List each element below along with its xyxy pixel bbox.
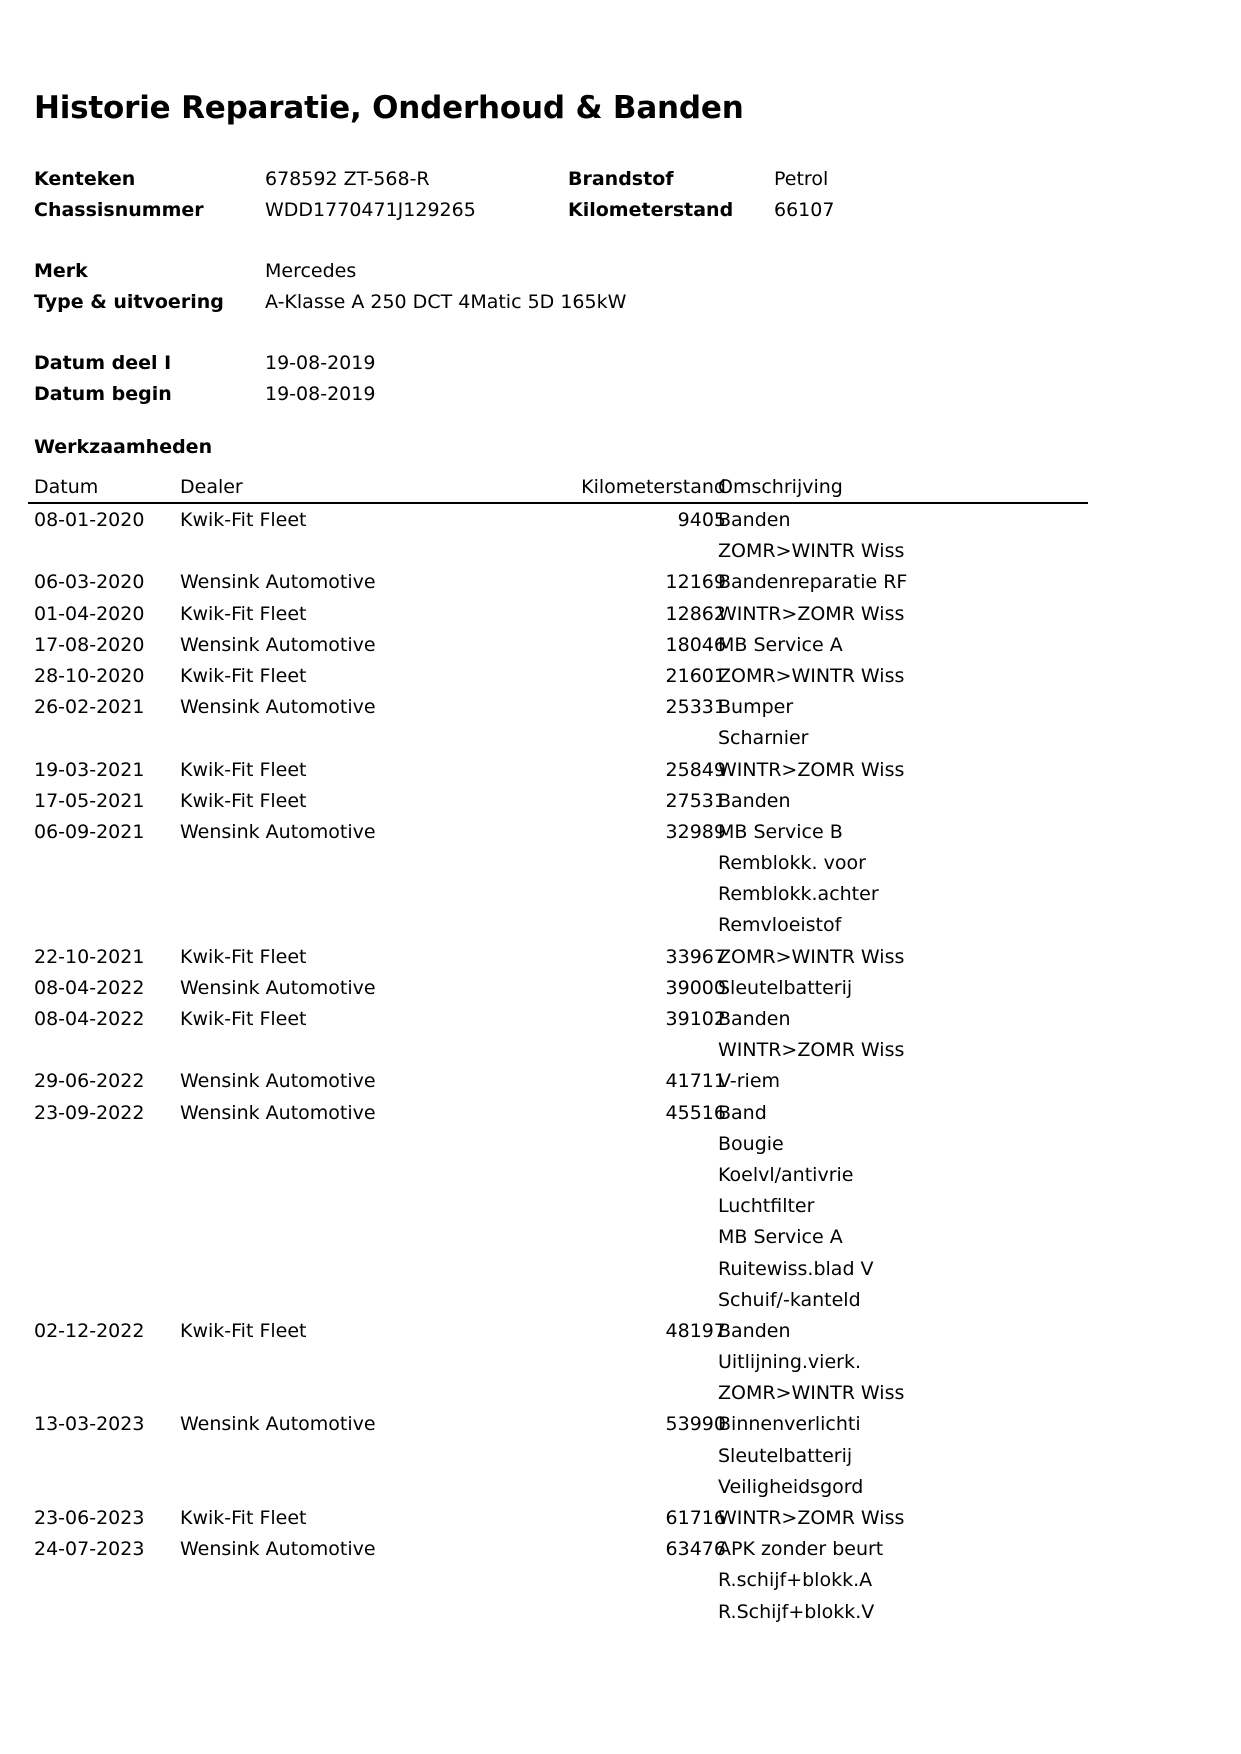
row-kilometerstand: 9405	[677, 509, 726, 531]
werkzaamheden-title: Werkzaamheden	[34, 436, 213, 458]
row-omschrijving: ZOMR>WINTR Wiss	[718, 664, 905, 687]
row-dealer: Kwik-Fit Fleet	[180, 789, 307, 812]
row-dealer: Wensink Automotive	[180, 820, 376, 843]
table-header	[28, 472, 1088, 504]
kenteken-value: 678592 ZT-568-R	[265, 168, 430, 190]
table-row-line	[28, 1066, 1088, 1097]
row-date: 02-12-2022	[34, 1319, 145, 1342]
row-kilometerstand: 18046	[665, 633, 726, 656]
row-omschrijving: R.Schijf+blokk.V	[718, 1600, 875, 1623]
row-omschrijving: Banden	[718, 1008, 791, 1030]
row-omschrijving: MB Service B	[718, 820, 843, 843]
row-kilometerstand: 63476	[665, 1538, 726, 1561]
row-omschrijving: ZOMR>WINTR Wiss	[718, 945, 905, 968]
row-dealer: Wensink Automotive	[180, 571, 376, 594]
row-omschrijving: Uitlijning.vierk.	[718, 1351, 862, 1374]
row-omschrijving: Banden	[718, 789, 791, 812]
row-date: 23-09-2022	[34, 1101, 145, 1124]
row-omschrijving: Remblokk. voor	[718, 852, 866, 875]
header-dealer: Dealer	[180, 476, 243, 498]
table-row-continuation	[28, 910, 1088, 941]
row-omschrijving: Bougie	[718, 1132, 784, 1155]
row-kilometerstand: 39102	[665, 1008, 726, 1030]
row-date: 08-04-2022	[34, 1008, 145, 1030]
table-row-continuation	[28, 1597, 1088, 1628]
row-kilometerstand: 27531	[665, 789, 726, 812]
table-row-continuation	[28, 723, 1088, 754]
chassis-label: Chassisnummer	[34, 199, 204, 221]
row-omschrijving: R.schijf+blokk.A	[718, 1569, 873, 1592]
row-omschrijving: APK zonder beurt	[718, 1538, 884, 1561]
row-dealer: Kwik-Fit Fleet	[180, 1507, 307, 1529]
table-row-continuation	[28, 1035, 1088, 1066]
table-row-line	[28, 1409, 1088, 1440]
table-row-continuation	[28, 1347, 1088, 1378]
table-row	[28, 692, 1088, 754]
table-body	[28, 504, 1088, 1628]
table-row-line	[28, 599, 1088, 630]
table-row-continuation	[28, 1565, 1088, 1596]
type-label: Type & uitvoering	[34, 291, 224, 313]
kilometerstand-value: 66107	[774, 199, 835, 221]
row-date: 22-10-2021	[34, 945, 145, 968]
table-row-continuation	[28, 1254, 1088, 1285]
row-dealer: Wensink Automotive	[180, 633, 376, 656]
row-dealer: Wensink Automotive	[180, 1538, 376, 1561]
row-date: 06-09-2021	[34, 820, 145, 843]
row-dealer: Kwik-Fit Fleet	[180, 1008, 307, 1030]
table-row-line	[28, 1004, 1088, 1035]
table-row	[28, 973, 1088, 1004]
merk-label: Merk	[34, 260, 88, 282]
table-row-continuation	[28, 1472, 1088, 1503]
row-omschrijving: MB Service A	[718, 1226, 843, 1249]
row-omschrijving: Remvloeistof	[718, 914, 842, 937]
row-omschrijving: Banden	[718, 1319, 791, 1342]
row-date: 19-03-2021	[34, 758, 145, 781]
row-date: 26-02-2021	[34, 696, 145, 719]
row-omschrijving: WINTR>ZOMR Wiss	[718, 758, 905, 781]
table-row-line	[28, 567, 1088, 598]
row-omschrijving: Luchtfilter	[718, 1195, 815, 1218]
row-omschrijving: Banden	[718, 509, 791, 531]
datum-deel-value: 19-08-2019	[265, 352, 376, 374]
row-date: 17-08-2020	[34, 633, 145, 656]
row-kilometerstand: 12169	[665, 571, 726, 594]
row-omschrijving: WINTR>ZOMR Wiss	[718, 1039, 905, 1062]
row-date: 17-05-2021	[34, 789, 145, 812]
datum-deel-label: Datum deel I	[34, 352, 172, 374]
table-row-continuation	[28, 1441, 1088, 1472]
row-kilometerstand: 12862	[665, 602, 726, 625]
table-row-line	[28, 1534, 1088, 1565]
row-dealer: Kwik-Fit Fleet	[180, 602, 307, 625]
datum-begin-value: 19-08-2019	[265, 383, 376, 405]
row-omschrijving: ZOMR>WINTR Wiss	[718, 540, 905, 563]
table-row	[28, 1534, 1088, 1628]
row-kilometerstand: 25331	[665, 696, 726, 719]
row-omschrijving: Bumper	[718, 696, 794, 719]
row-kilometerstand: 41711	[665, 1070, 726, 1093]
table-row	[28, 661, 1088, 692]
header-datum: Datum	[34, 476, 99, 498]
table-row-line	[28, 786, 1088, 817]
table-row-line	[28, 661, 1088, 692]
table-row-line	[28, 755, 1088, 786]
table-row	[28, 1098, 1088, 1316]
row-date: 24-07-2023	[34, 1538, 145, 1561]
page-title: Historie Reparatie, Onderhoud & Banden	[34, 90, 744, 126]
table-row-continuation	[28, 1191, 1088, 1222]
table-row-line	[28, 692, 1088, 723]
table-row	[28, 599, 1088, 630]
row-kilometerstand: 53990	[665, 1413, 726, 1436]
kilometerstand-label: Kilometerstand	[568, 199, 734, 221]
row-kilometerstand: 32989	[665, 820, 726, 843]
row-dealer: Wensink Automotive	[180, 1413, 376, 1436]
row-omschrijving: WINTR>ZOMR Wiss	[718, 602, 905, 625]
row-date: 23-06-2023	[34, 1507, 145, 1529]
table-row	[28, 942, 1088, 973]
row-omschrijving: Sleutelbatterij	[718, 1444, 853, 1467]
table-row	[28, 630, 1088, 661]
row-dealer: Wensink Automotive	[180, 696, 376, 719]
row-dealer: Kwik-Fit Fleet	[180, 758, 307, 781]
row-date: 28-10-2020	[34, 664, 145, 687]
row-omschrijving: Ruitewiss.blad V	[718, 1257, 874, 1280]
table-row	[28, 755, 1088, 786]
kenteken-label: Kenteken	[34, 168, 136, 190]
row-dealer: Wensink Automotive	[180, 1101, 376, 1124]
row-dealer: Kwik-Fit Fleet	[180, 664, 307, 687]
row-omschrijving: Koelvl/antivrie	[718, 1163, 854, 1186]
row-omschrijving: Remblokk.achter	[718, 883, 879, 906]
chassis-value: WDD1770471J129265	[265, 199, 476, 221]
table-row	[28, 505, 1088, 567]
table-row-line	[28, 1098, 1088, 1129]
row-dealer: Kwik-Fit Fleet	[180, 945, 307, 968]
row-omschrijving: WINTR>ZOMR Wiss	[718, 1507, 905, 1529]
table-row	[28, 786, 1088, 817]
row-date: 06-03-2020	[34, 571, 145, 594]
brandstof-value: Petrol	[774, 168, 829, 190]
row-kilometerstand: 21601	[665, 664, 726, 687]
row-date: 01-04-2020	[34, 602, 145, 625]
row-date: 13-03-2023	[34, 1413, 145, 1436]
row-kilometerstand: 39000	[665, 976, 726, 999]
row-omschrijving: Sleutelbatterij	[718, 976, 853, 999]
merk-value: Mercedes	[265, 260, 357, 282]
row-kilometerstand: 33967	[665, 945, 726, 968]
table-row	[28, 1316, 1088, 1410]
datum-begin-label: Datum begin	[34, 383, 172, 405]
table-row-line	[28, 630, 1088, 661]
table-row-line	[28, 942, 1088, 973]
row-date: 08-04-2022	[34, 976, 145, 999]
row-dealer: Wensink Automotive	[180, 976, 376, 999]
table-row-line	[28, 1316, 1088, 1347]
type-value: A-Klasse A 250 DCT 4Matic 5D 165kW	[265, 291, 627, 313]
table-row	[28, 1066, 1088, 1097]
row-omschrijving: Veiligheidsgord	[718, 1475, 864, 1498]
table-row	[28, 567, 1088, 598]
row-kilometerstand: 45516	[665, 1101, 726, 1124]
row-kilometerstand: 25849	[665, 758, 726, 781]
row-omschrijving: ZOMR>WINTR Wiss	[718, 1382, 905, 1405]
table-row	[28, 1004, 1088, 1066]
header-kilometerstand: Kilometerstand	[581, 476, 726, 498]
row-date: 29-06-2022	[34, 1070, 145, 1093]
table-row-continuation	[28, 1160, 1088, 1191]
table-row-continuation	[28, 1285, 1088, 1316]
table-row-line	[28, 973, 1088, 1004]
row-kilometerstand: 61716	[665, 1507, 726, 1529]
header-omschrijving: Omschrijving	[718, 476, 843, 498]
row-omschrijving: Binnenverlichti	[718, 1413, 861, 1436]
brandstof-label: Brandstof	[568, 168, 674, 190]
row-omschrijving: V-riem	[718, 1070, 781, 1093]
row-omschrijving: Band	[718, 1101, 767, 1124]
table-row	[28, 817, 1088, 942]
row-omschrijving: Scharnier	[718, 727, 809, 750]
row-kilometerstand: 48197	[665, 1319, 726, 1342]
table-row-continuation	[28, 848, 1088, 879]
table-row-continuation	[28, 536, 1088, 567]
table-row-continuation	[28, 879, 1088, 910]
row-dealer: Wensink Automotive	[180, 1070, 376, 1093]
werkzaamheden-table	[28, 472, 1088, 1628]
row-dealer: Kwik-Fit Fleet	[180, 509, 307, 531]
table-row	[28, 1409, 1088, 1503]
table-row-continuation	[28, 1378, 1088, 1409]
row-omschrijving: Bandenreparatie RF	[718, 571, 908, 594]
row-omschrijving: MB Service A	[718, 633, 843, 656]
table-row-line	[28, 505, 1088, 536]
table-row-line	[28, 817, 1088, 848]
table-row-continuation	[28, 1129, 1088, 1160]
row-dealer: Kwik-Fit Fleet	[180, 1319, 307, 1342]
row-date: 08-01-2020	[34, 509, 145, 531]
row-omschrijving: Schuif/-kanteld	[718, 1288, 861, 1311]
table-row-continuation	[28, 1222, 1088, 1253]
table-row-line	[28, 1503, 1088, 1534]
table-row	[28, 1503, 1088, 1534]
